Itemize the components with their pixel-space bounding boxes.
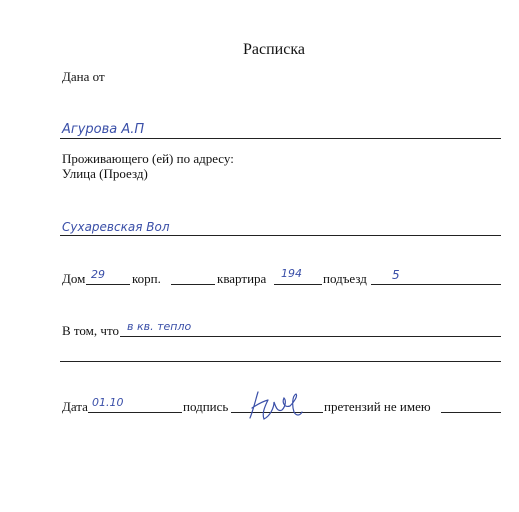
apartment-line — [274, 284, 322, 285]
house-line — [86, 284, 130, 285]
signature-label: подпись — [183, 399, 229, 414]
subject-extra-line — [60, 361, 501, 362]
claims-label: претензий не имею — [324, 399, 431, 414]
apartment-label: квартира — [217, 271, 267, 286]
house-label: Дом — [62, 271, 86, 286]
street-value-handwritten: Сухаревская Вол — [62, 220, 170, 234]
apartment-value-handwritten: 194 — [281, 267, 302, 280]
from-name-line — [60, 138, 501, 139]
claims-line — [441, 412, 501, 413]
building-label: корп. — [132, 271, 161, 286]
subject-label: В том, что — [62, 323, 119, 338]
subject-value-handwritten: в кв. тепло — [127, 320, 192, 333]
date-line — [88, 412, 182, 413]
date-value-handwritten: 01.10 — [92, 396, 124, 409]
subject-line — [120, 336, 501, 337]
building-line — [171, 284, 215, 285]
street-line — [60, 235, 501, 236]
entrance-label: подъезд — [323, 271, 367, 286]
entrance-line — [371, 284, 501, 285]
from-name-handwritten: Агурова А.П — [62, 122, 145, 137]
address-label: Проживающего (ей) по адресу: — [62, 151, 234, 166]
from-label: Дана от — [62, 69, 105, 84]
house-value-handwritten: 29 — [91, 268, 105, 281]
receipt-title: Расписка — [243, 41, 305, 58]
street-label: Улица (Проезд) — [62, 166, 148, 181]
entrance-value-handwritten: 5 — [392, 268, 400, 282]
signature-mark — [244, 386, 304, 424]
date-label: Дата — [62, 399, 88, 414]
